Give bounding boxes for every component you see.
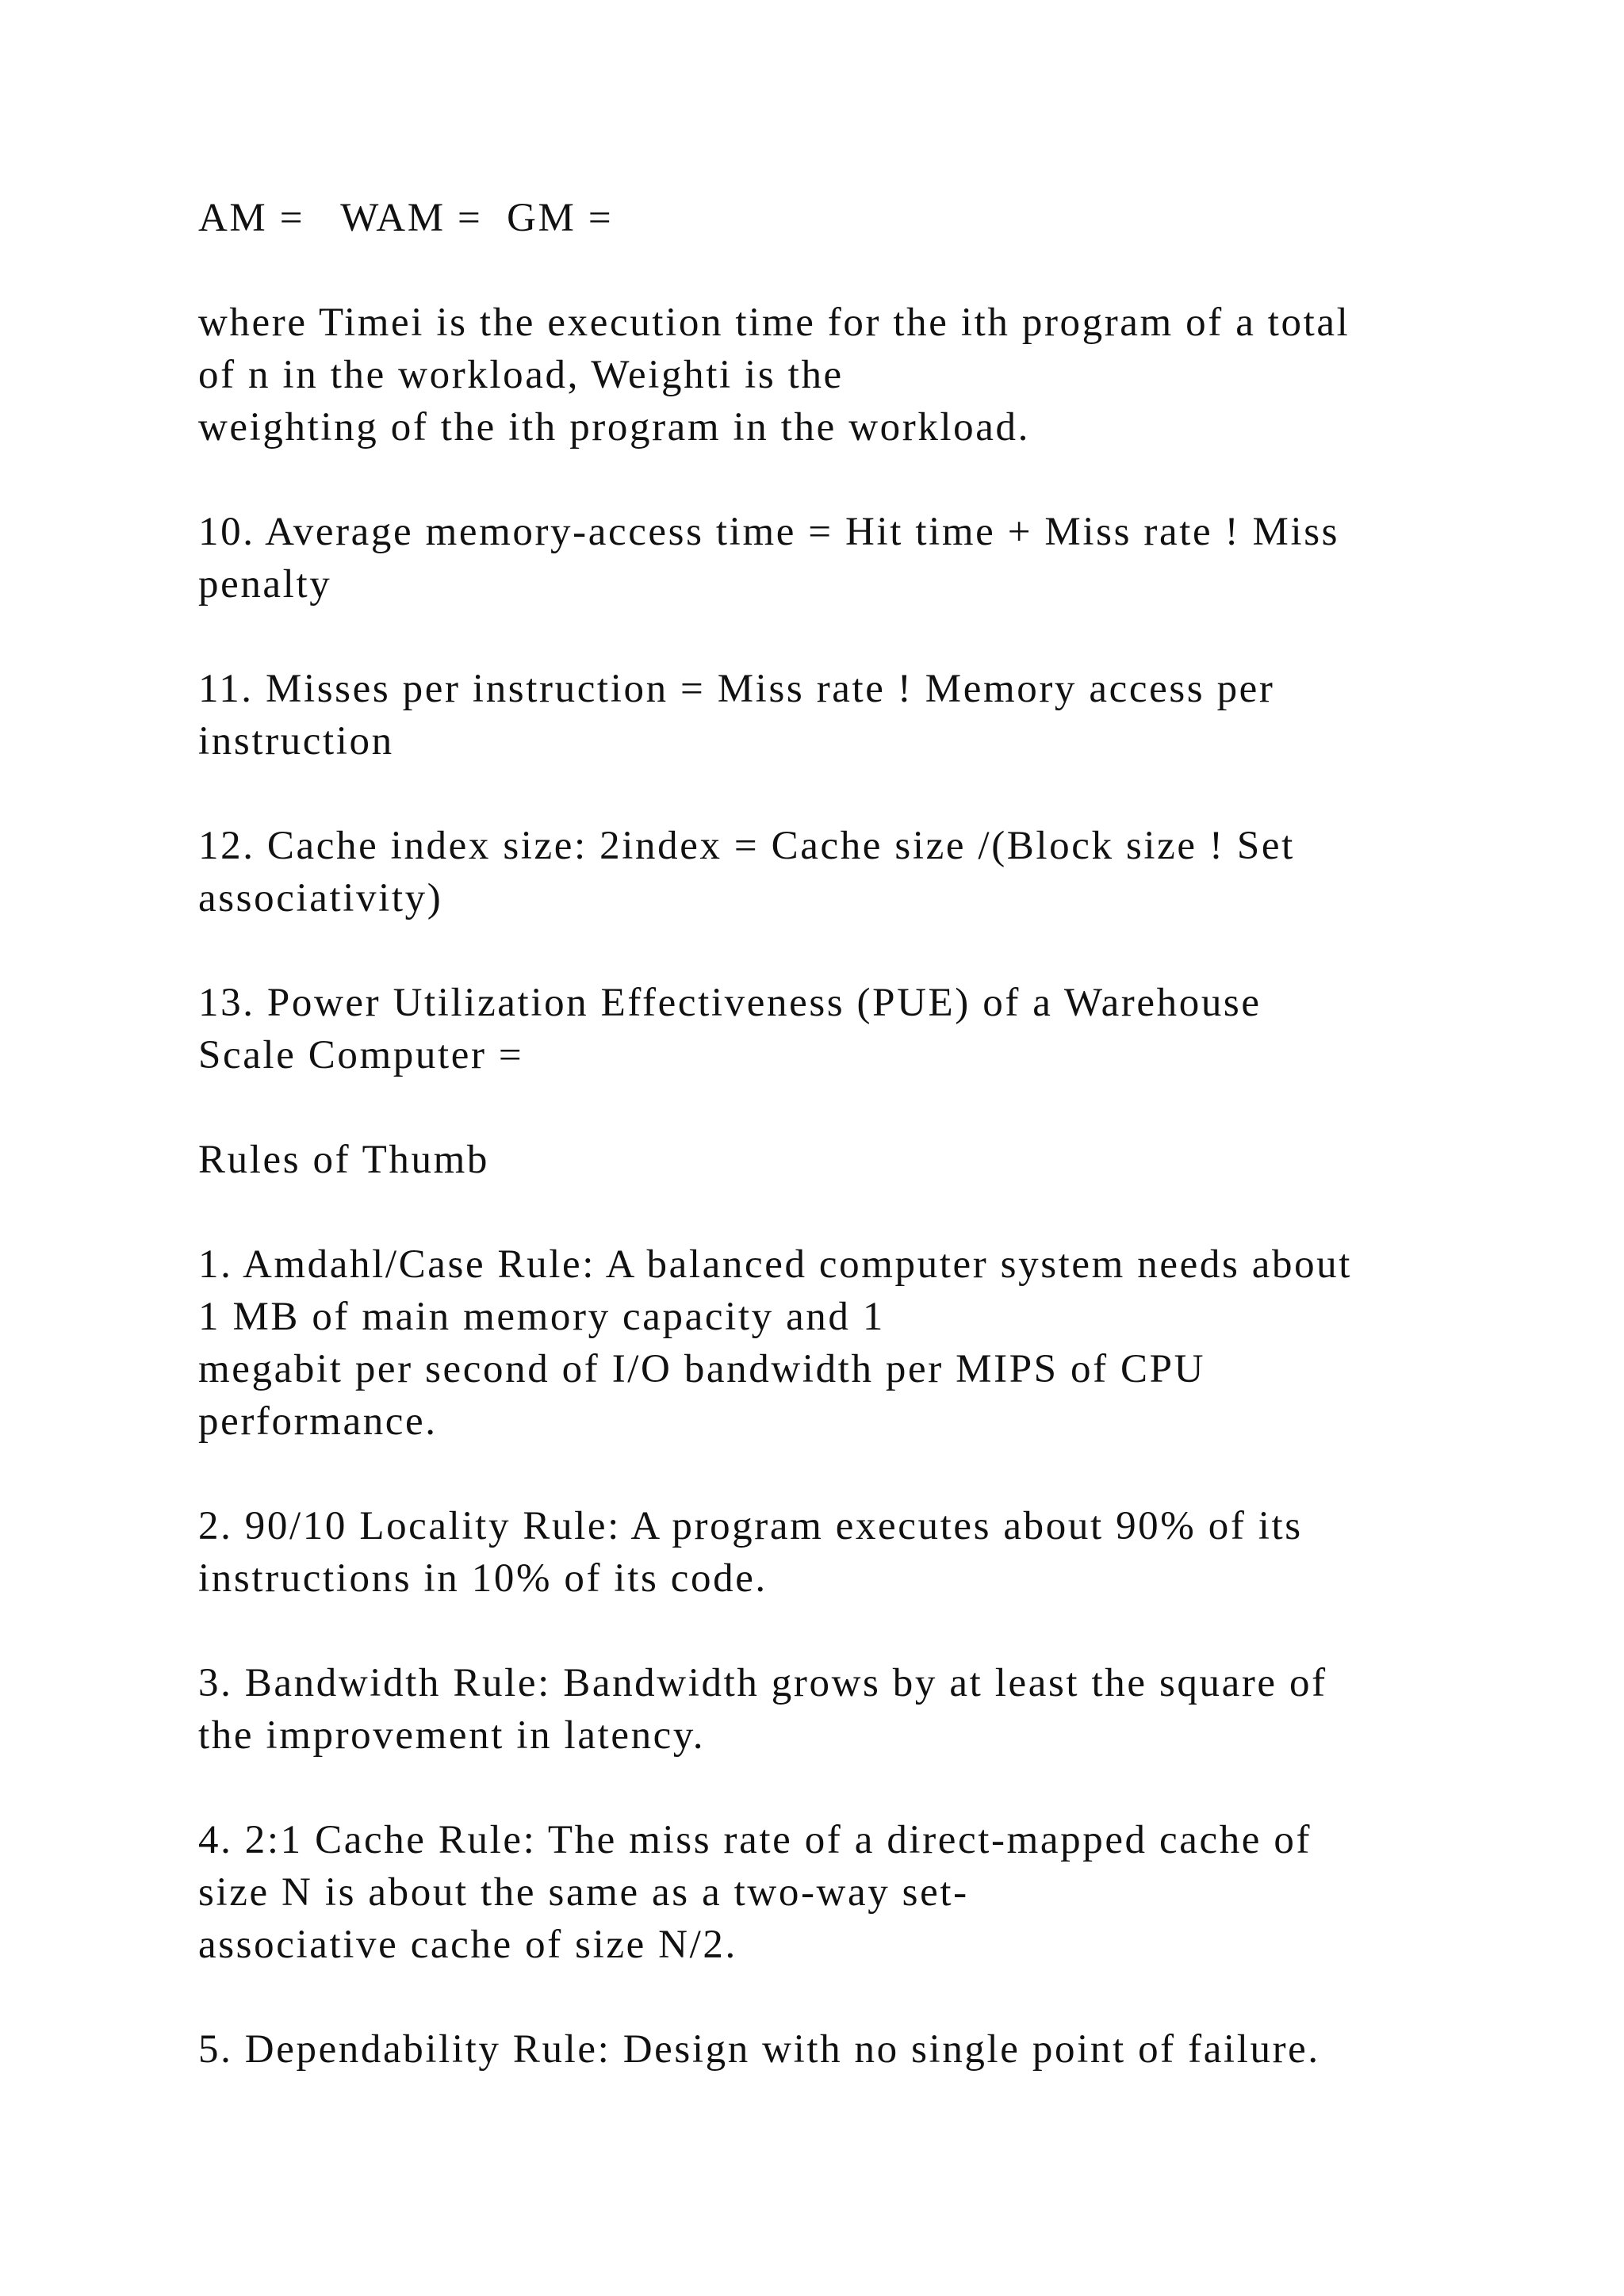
means-formulas [198, 192, 1499, 244]
rule-4 [198, 1814, 1499, 1971]
text-line: 11. Misses per instruction = Miss rate ! Memory access per [198, 667, 1275, 711]
text-line: the improvement in latency. [198, 1713, 706, 1758]
text-line: 10. Average memory-access time = Hit time + Miss rate ! Miss [198, 510, 1340, 554]
workload-definition [198, 297, 1499, 453]
text-line: Scale Computer = [198, 1033, 524, 1077]
text-line: 2. 90/10 Locality Rule: A program executes about 90% of its [198, 1504, 1303, 1548]
text-line: weighting of the ith program in the workload. [198, 405, 1030, 450]
text-line: penalty [198, 562, 332, 607]
text-line: where Timei is the execution time for the ith program of a total [198, 300, 1350, 345]
rule-3 [198, 1657, 1499, 1762]
formula-10 [198, 506, 1499, 610]
formula-11 [198, 663, 1499, 767]
text-line: associative cache of size N/2. [198, 1923, 737, 1967]
text-line: size N is about the same as a two-way set- [198, 1870, 969, 1915]
text-line: 3. Bandwidth Rule: Bandwidth grows by at least the square of [198, 1661, 1327, 1705]
section-heading-rules-of-thumb [198, 1134, 1499, 1186]
text-line: instructions in 10% of its code. [198, 1556, 768, 1601]
formula-12 [198, 820, 1499, 924]
rule-2 [198, 1500, 1499, 1605]
text-line: 5. Dependability Rule: Design with no single point of failure. [198, 2027, 1320, 2072]
text-line: megabit per second of I/O bandwidth per MIPS of CPU [198, 1347, 1206, 1391]
text-line: instruction [198, 719, 394, 763]
text-line: 12. Cache index size: 2index = Cache size /(Block size ! Set [198, 824, 1295, 868]
rule-5 [198, 2023, 1499, 2076]
rule-1 [198, 1238, 1499, 1448]
text-line: 13. Power Utilization Effectiveness (PUE) of a Warehouse [198, 981, 1262, 1025]
text-line: Rules of Thumb [198, 1138, 489, 1182]
formula-13 [198, 977, 1499, 1081]
text-line: 1. Amdahl/Case Rule: A balanced computer system needs about [198, 1242, 1353, 1287]
text-line: 4. 2:1 Cache Rule: The miss rate of a direct-mapped cache of [198, 1818, 1312, 1862]
document-body [198, 192, 1499, 2128]
text-line: associativity) [198, 876, 443, 920]
text-line: performance. [198, 1399, 438, 1444]
text-line: 1 MB of main memory capacity and 1 [198, 1295, 885, 1339]
text-line: AM = WAM = GM = [198, 196, 614, 240]
text-line: of n in the workload, Weighti is the [198, 353, 844, 397]
